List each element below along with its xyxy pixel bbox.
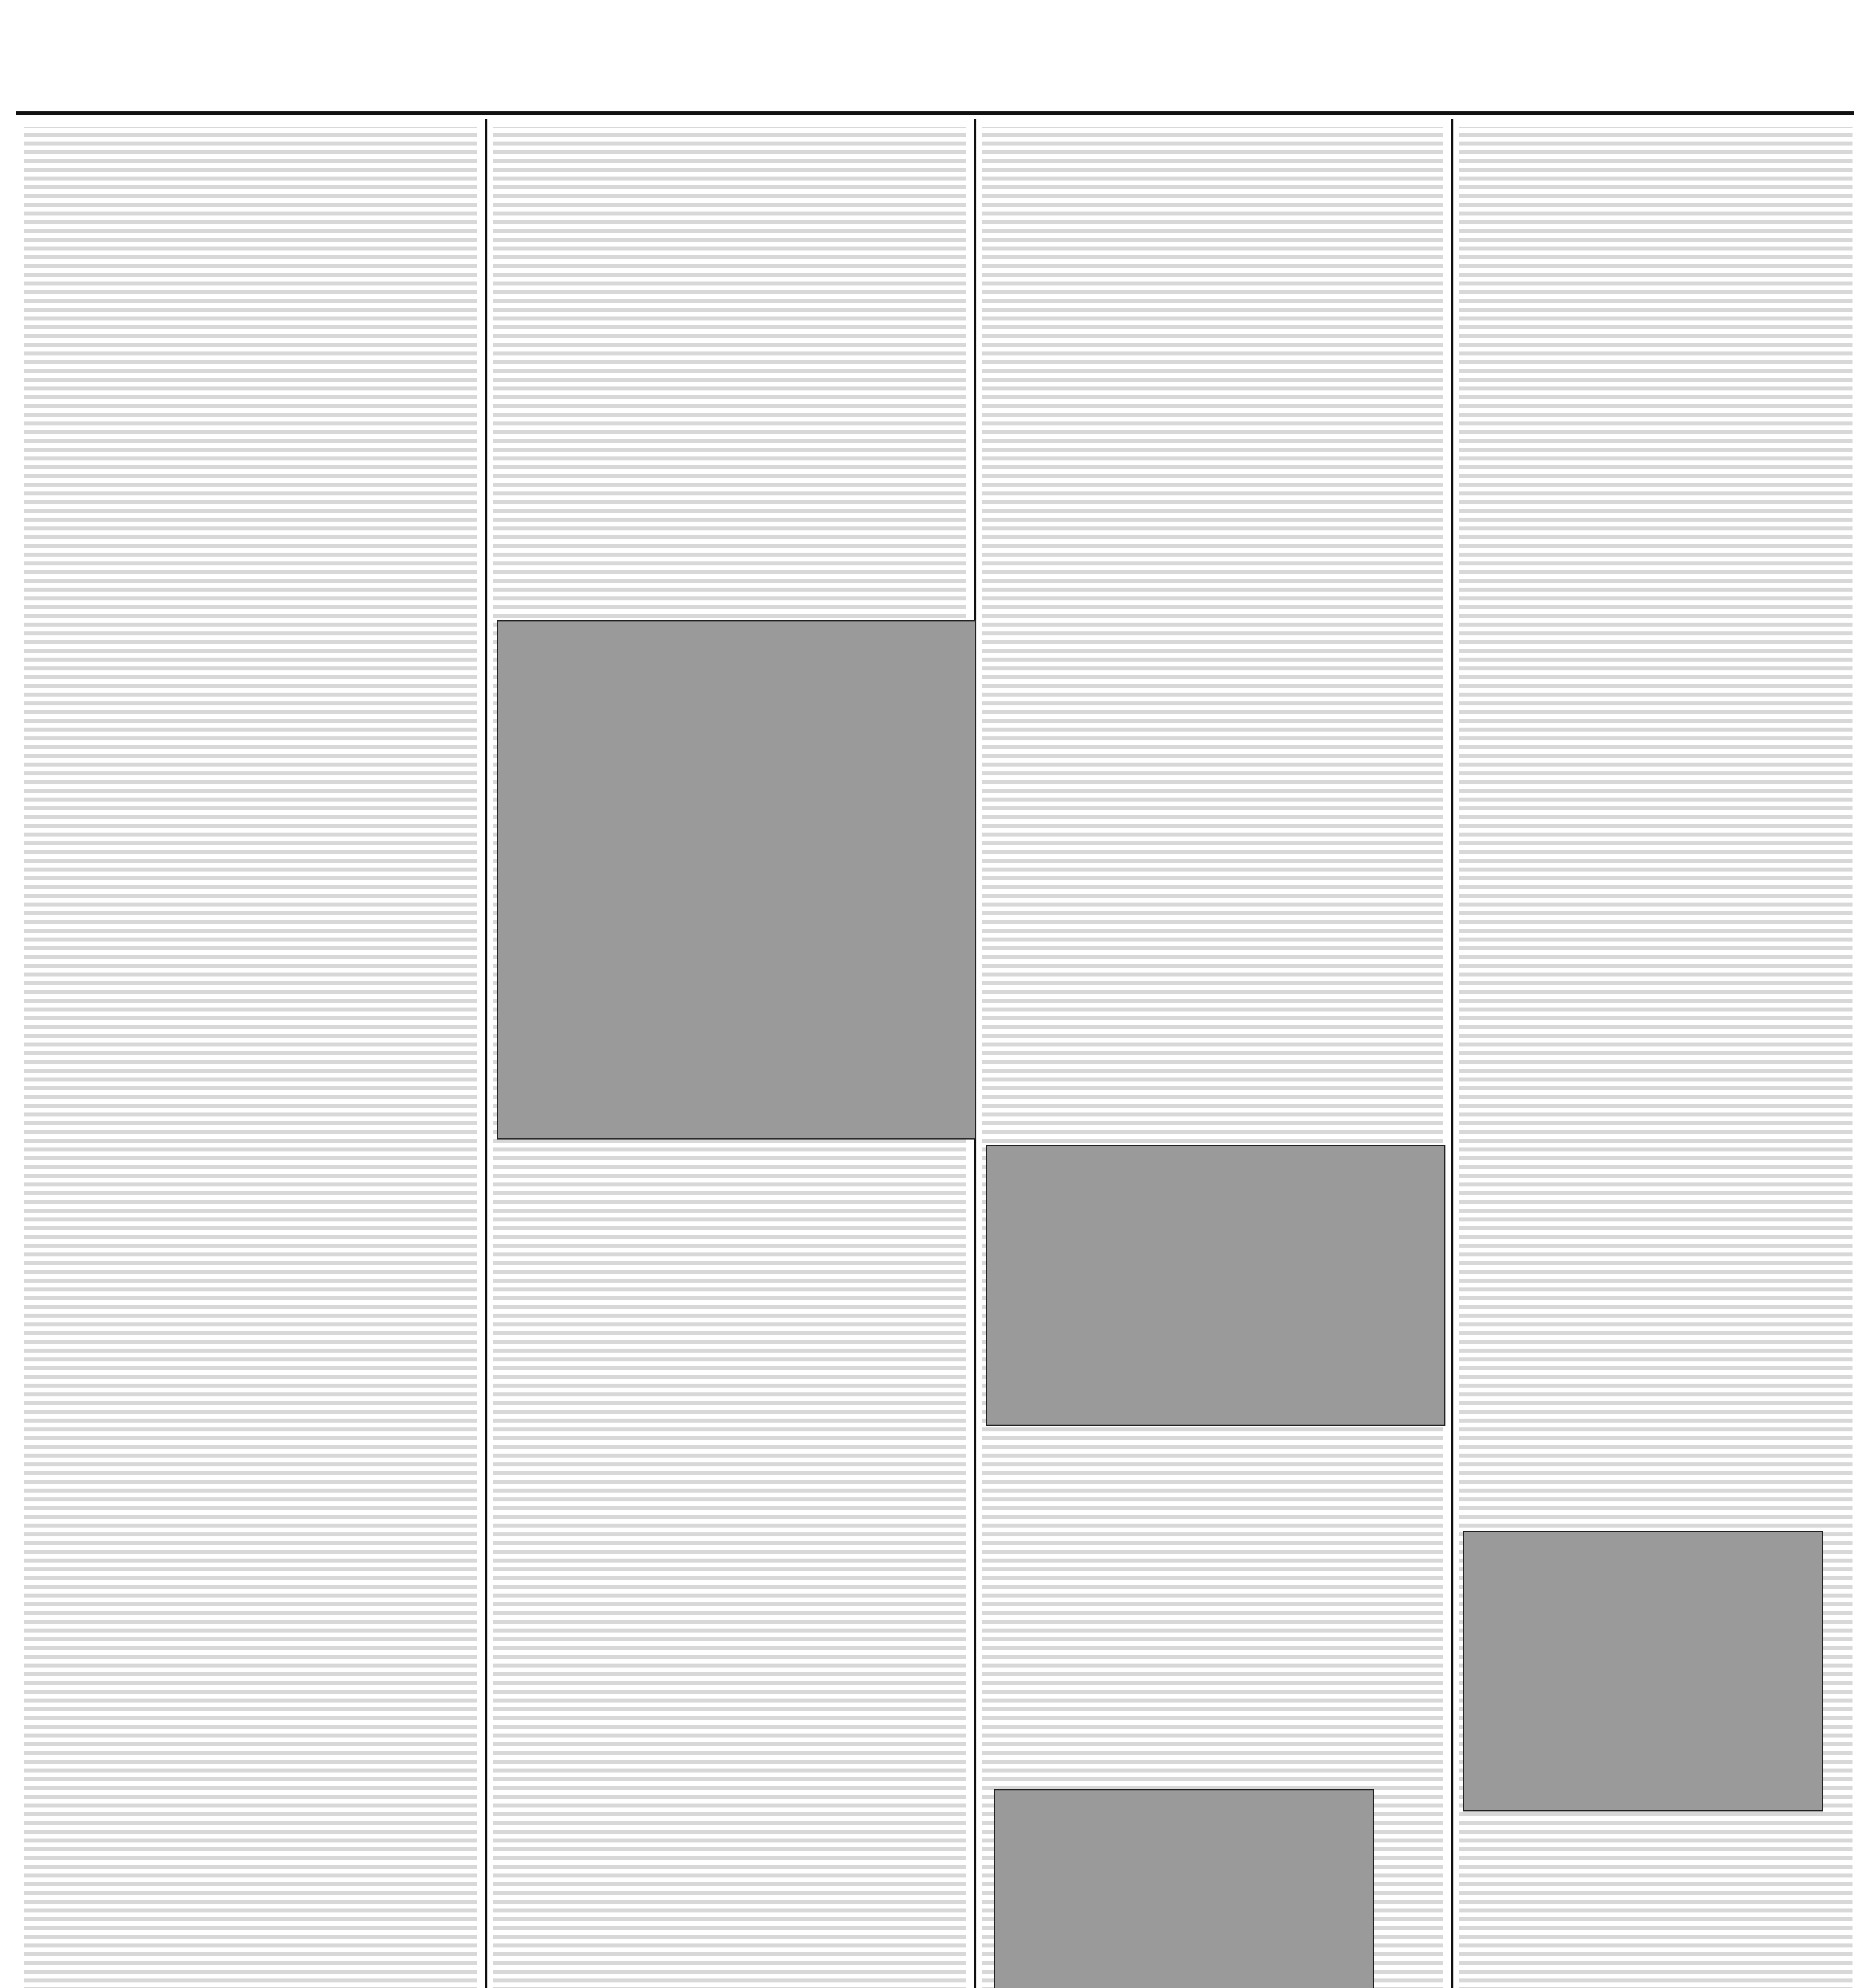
- masthead-title: [716, 16, 1153, 103]
- column-rule: [485, 119, 487, 1988]
- article-text: [24, 127, 477, 1988]
- article-text: [982, 127, 1443, 1988]
- news-photo: [986, 1145, 1445, 1426]
- column-rule: [1451, 119, 1453, 1988]
- news-photo: [1463, 1531, 1823, 1811]
- news-photo: [497, 620, 976, 1140]
- masthead-rule: [16, 111, 1854, 115]
- news-photo: [994, 1789, 1374, 1988]
